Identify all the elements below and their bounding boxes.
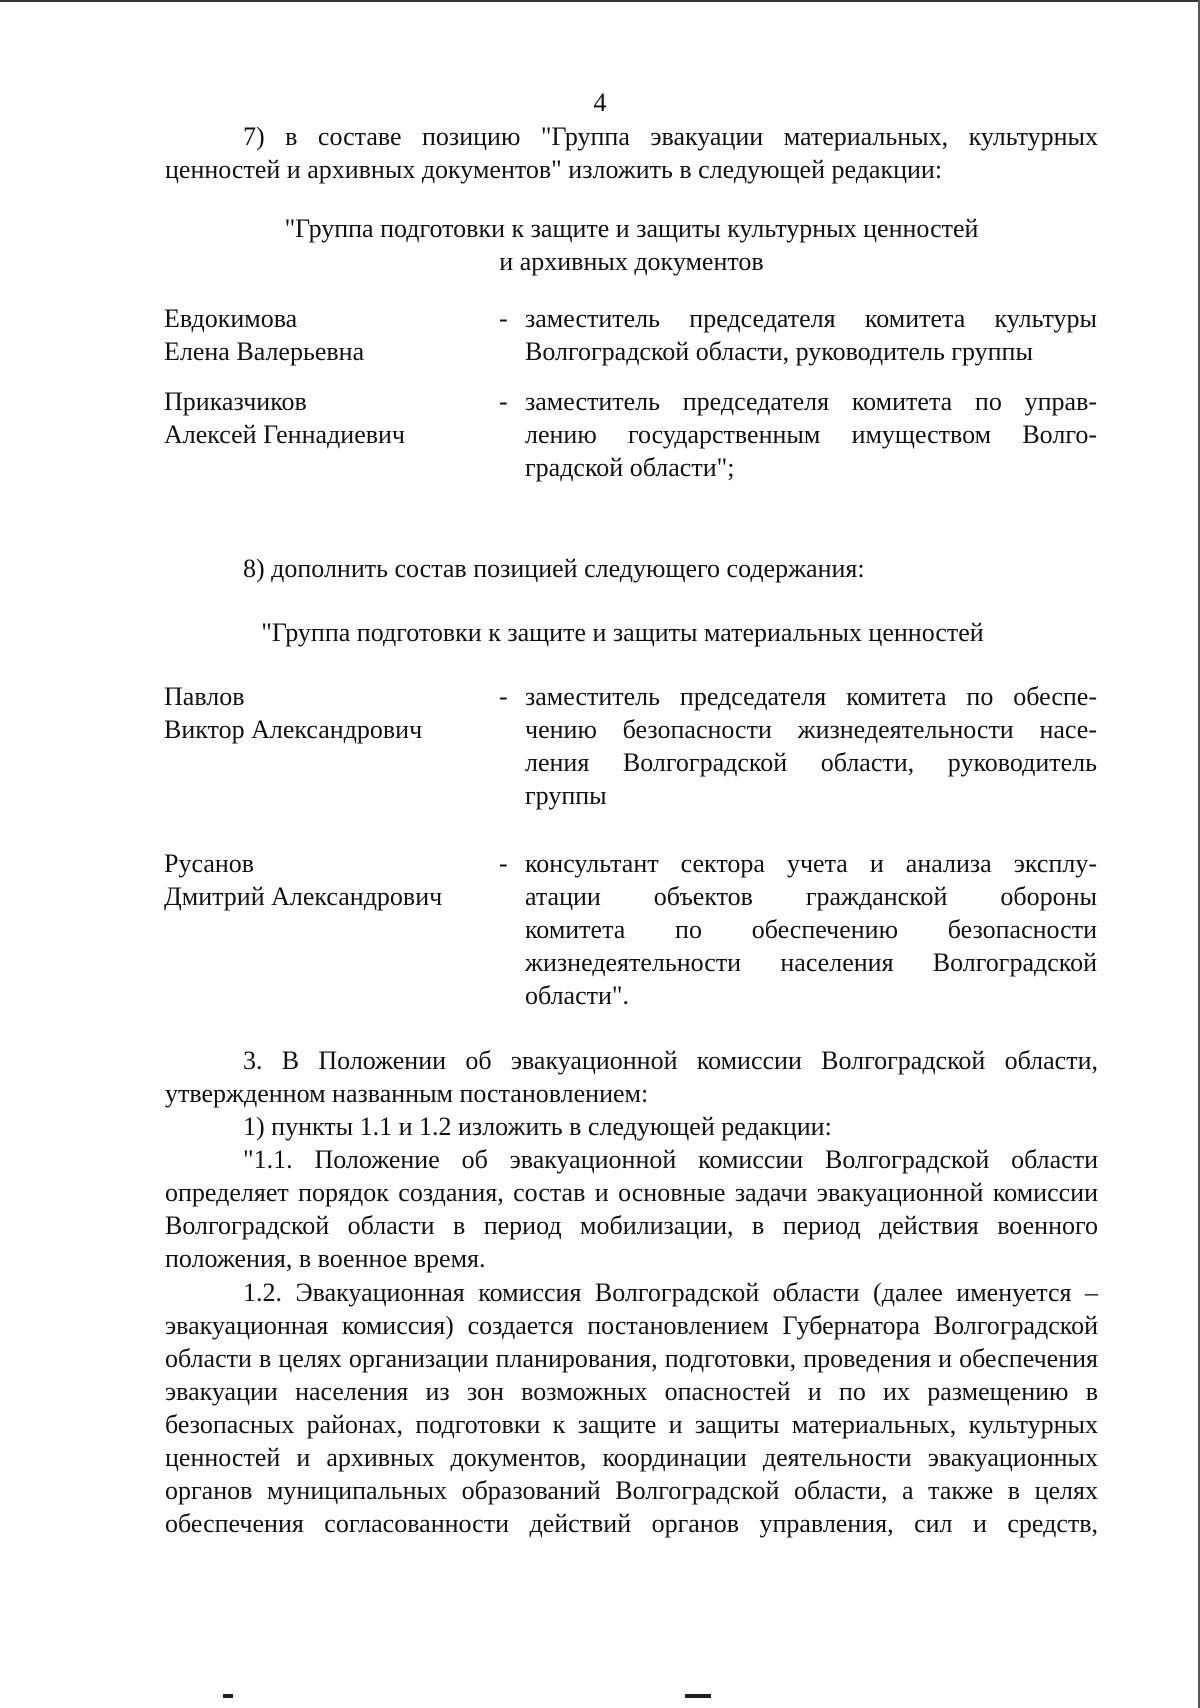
item-8-text: 8) дополнить состав позицией следующего содержания: — [243, 554, 865, 583]
member-role-line: лению государственным имуществом Волго- — [525, 420, 1097, 449]
member-role-line: Волгоградской области, руководитель группы — [525, 337, 1033, 366]
member-dash: - — [499, 682, 508, 711]
member-surname: Приказчиков — [164, 387, 307, 416]
member-given-name: Дмитрий Александрович — [164, 882, 443, 911]
member-role-line: атации объектов гражданской обороны — [525, 882, 1097, 911]
member-role-line: заместитель председателя комитета культуры — [525, 304, 1097, 333]
item-7-text: 7) в составе позицию "Группа эвакуации материальных, культурных ценностей и архивных документов" изложить в следующей редакции: — [165, 122, 1098, 184]
member-surname: Евдокимова — [164, 304, 298, 333]
member-role — [525, 680, 1097, 812]
member-role-line: жизнедеятельности населения Волгоградской — [525, 948, 1097, 977]
paragraph-1-1: "1.1. Положение об эвакуационной комиссии Волгоградской области определяет порядок создания, состав и основные задачи эвакуационной комиссии Волгоградской области в период мобилизации, в период действия военного положения, в военное время. — [165, 1145, 1098, 1273]
member-role-line: заместитель председателя комитета по управ- — [525, 387, 1097, 416]
section-3-intro: 3. В Положении об эвакуационной комиссии Волгоградской области, утвержденном названным постановлением: — [165, 1046, 1098, 1108]
member-dash: - — [499, 304, 508, 333]
paragraph-1-2: 1.2. Эвакуационная комиссия Волгоградской области (далее именуется – эвакуационная комиссия) создается постановлением Губернатора Волгоградской области в целях организации планирования, подготовки, проведения и обеспечения эвакуации населения из зон возможных опасностей и по их размещению в безопасных районах, подготовки к защите и защиты материальных, культурных ценностей и архивных документов, координации деятельности эвакуационных органов муниципальных образований Волгоградской области, а также в целях обеспечения согласованности действий органов управления, сил и средств, — [165, 1278, 1098, 1538]
group-heading-cultural — [165, 212, 1098, 278]
group-heading-cultural-line2: и архивных документов — [499, 247, 764, 276]
page-top-edge — [0, 0, 1200, 2]
member-role-line: комитета по обеспечению безопасности — [525, 915, 1097, 944]
member-role — [525, 302, 1097, 368]
member-given-name: Алексей Геннадиевич — [164, 420, 405, 449]
member-name — [164, 302, 494, 368]
member-role-line: области". — [525, 981, 630, 1010]
member-dash: - — [499, 849, 508, 878]
member-surname: Русанов — [164, 849, 255, 878]
page-number: 4 — [593, 88, 607, 117]
group-heading-cultural-line1: "Группа подготовки к защите и защиты культурных ценностей — [284, 214, 979, 243]
member-given-name: Виктор Александрович — [164, 715, 423, 744]
member-role-line: консультант сектора учета и анализа эксплу- — [525, 849, 1097, 878]
member-role — [525, 847, 1097, 1012]
member-dash: - — [499, 387, 508, 416]
member-given-name: Елена Валерьевна — [164, 337, 365, 366]
ink-fragment — [685, 1694, 711, 1698]
member-surname: Павлов — [164, 682, 245, 711]
member-name — [164, 680, 494, 746]
ink-fragment — [223, 1694, 233, 1698]
member-role-line: градской области"; — [525, 453, 735, 482]
member-name — [164, 847, 494, 913]
member-role-line: группы — [525, 781, 607, 810]
member-role — [525, 385, 1097, 484]
next-line-fragment — [165, 1694, 1098, 1708]
member-role-line: чению безопасности жизнедеятельности насе- — [525, 715, 1097, 744]
member-role-line: ления Волгоградской области, руководитель — [525, 748, 1097, 777]
group-heading-material: "Группа подготовки к защите и защиты материальных ценностей — [261, 618, 984, 647]
member-role-line: заместитель председателя комитета по обеспе- — [525, 682, 1097, 711]
member-name — [164, 385, 494, 451]
section-3-sub1: 1) пункты 1.1 и 1.2 изложить в следующей редакции: — [243, 1112, 832, 1141]
